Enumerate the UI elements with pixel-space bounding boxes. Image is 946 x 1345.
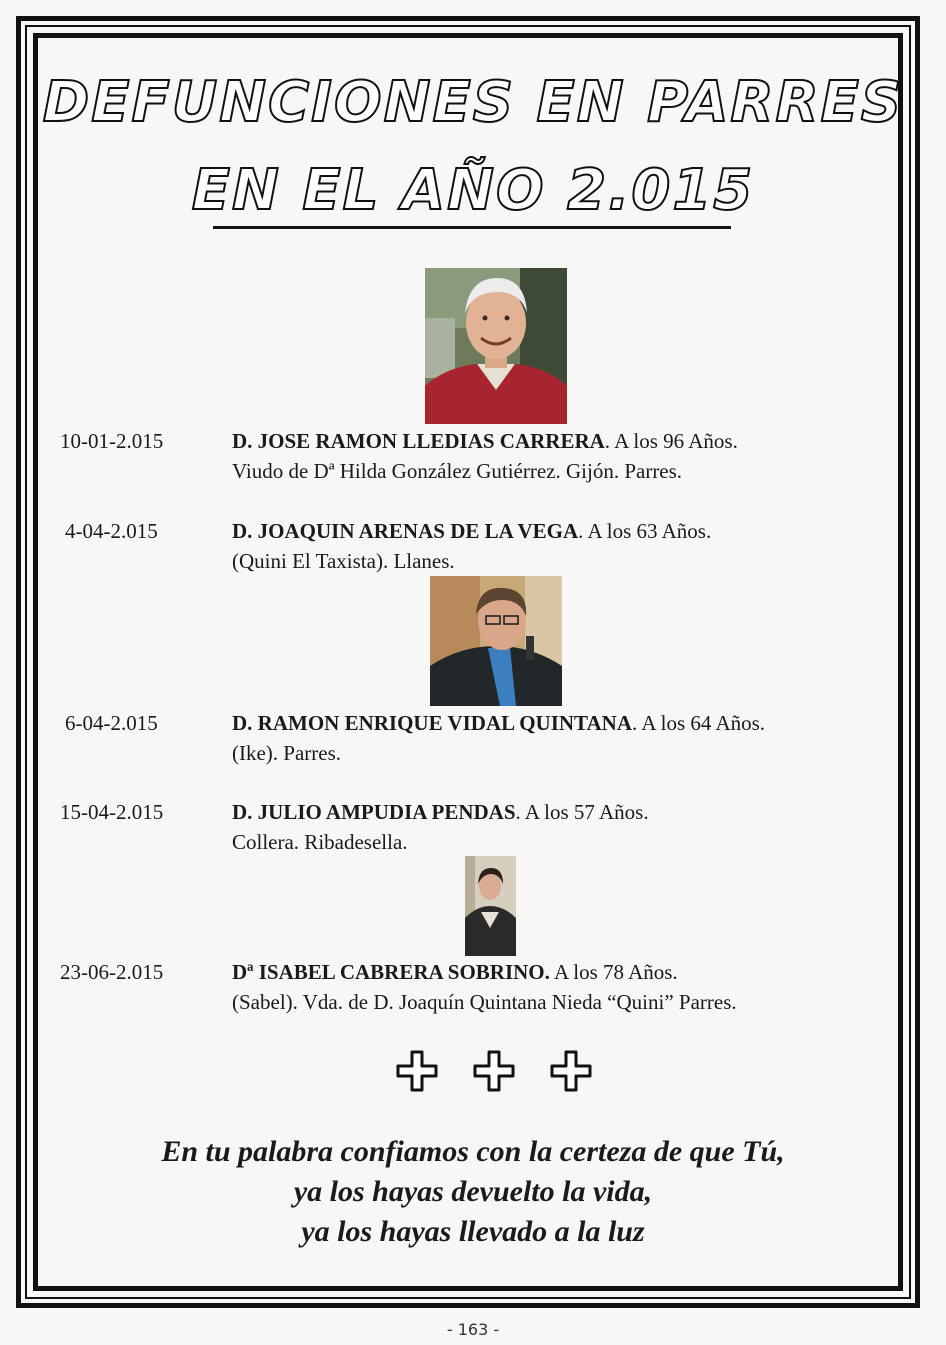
page-title-line-1: DEFUNCIONES EN PARRES: [42, 70, 904, 135]
quote-line-1: En tu palabra confiamos con la certeza de que Tú,: [161, 1135, 785, 1168]
entry-detail: Collera. Ribadesella.: [232, 830, 408, 854]
title-underline: [213, 226, 731, 229]
entry-age: . A los 96 Años.: [604, 429, 738, 453]
entry-detail: (Quini El Taxista). Llanes.: [232, 549, 455, 573]
cross-ornaments: [396, 1050, 596, 1094]
entry-date: 4-04-2.015: [65, 519, 158, 543]
portrait-photo-isabel: [465, 856, 516, 956]
entry-date: 15-04-2.015: [60, 800, 164, 824]
entry-name: D. RAMON ENRIQUE VIDAL QUINTANA: [232, 711, 633, 735]
portrait-photo-jose-ramon: [425, 268, 567, 424]
cross-icon: [473, 1050, 515, 1092]
entry-date: 6-04-2.015: [65, 711, 158, 735]
cross-icon: [550, 1050, 592, 1092]
page-number: - 163 -: [446, 1320, 500, 1339]
entry-detail: (Ike). Parres.: [232, 741, 342, 765]
quote-line-2: ya los hayas devuelto la vida,: [293, 1175, 653, 1208]
quote-line-3: ya los hayas llevado a la luz: [301, 1215, 645, 1248]
entry-name: Dª ISABEL CABRERA SOBRINO.: [232, 960, 550, 984]
entry-name: D. JOAQUIN ARENAS DE LA VEGA: [232, 519, 579, 543]
entry-date: 23-06-2.015: [60, 960, 164, 984]
entry-age: . A los 64 Años.: [632, 711, 766, 735]
entry-detail: (Sabel). Vda. de D. Joaquín Quintana Nieda “Quini” Parres.: [232, 990, 737, 1014]
page-title-line-2: EN EL AÑO 2.015: [191, 158, 755, 223]
entry-date: 10-01-2.015: [60, 429, 164, 453]
entry-age: . A los 63 Años.: [578, 519, 712, 543]
entry-name: D. JOSE RAMON LLEDIAS CARRERA: [232, 429, 605, 453]
entry-age: A los 78 Años.: [549, 960, 678, 984]
entry-detail: Viudo de Dª Hilda González Gutiérrez. Gijón. Parres.: [232, 459, 683, 483]
cross-icon: [396, 1050, 438, 1092]
entry-age: . A los 57 Años.: [515, 800, 649, 824]
memorial-quote: [40, 1132, 906, 1252]
portrait-photo-ramon-enrique: [430, 576, 562, 706]
entry-name: D. JULIO AMPUDIA PENDAS: [232, 800, 516, 824]
